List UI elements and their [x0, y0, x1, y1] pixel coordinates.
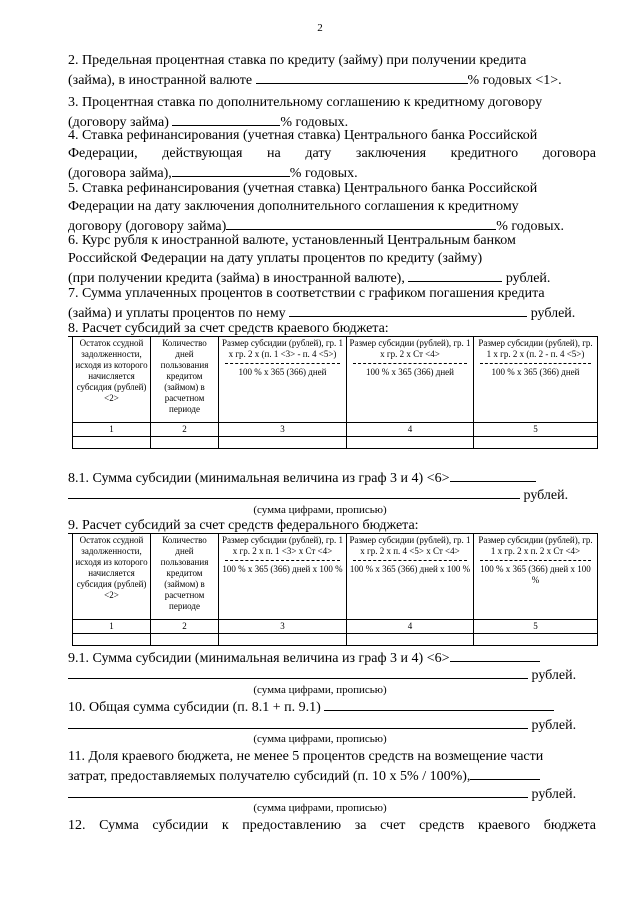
blank-field[interactable] [68, 665, 528, 679]
formula-numerator: Размер субсидии (рублей), гр. 1 х гр. 2 х (п. 1 <3> - п. 4 <5>) [221, 338, 344, 359]
federal-subsidy-table [72, 533, 598, 646]
blank-field[interactable] [68, 485, 520, 499]
col-header-subsidy-3 [219, 337, 347, 423]
col-header-subsidy-5 [474, 534, 598, 620]
item-10-unit: рублей. [531, 718, 577, 733]
item-7-unit: рублей. [530, 306, 576, 321]
item-7-line-1: 7. Сумма уплаченных процентов в соответствии с графиком погашения кредита [68, 286, 545, 301]
formula-denominator: 100 % х 365 (366) дней [491, 367, 580, 377]
table-header-row [73, 534, 598, 620]
item-11-line-2 [68, 766, 596, 786]
item-9-1-line-2 [68, 665, 596, 685]
formula-denominator: 100 % х 365 (366) дней х 100 % [349, 564, 471, 574]
item-12-line-1: 12. Сумма субсидии к предоставлению за счет средств краевого бюджета [68, 818, 596, 833]
formula-numerator: Размер субсидии (рублей), гр. 1 х гр. 2 х п. 1 <3> х Ст <4> [221, 535, 344, 556]
item-8-1-text: 8.1. Сумма субсидии (минимальная величина из граф 3 и 4) <6> [68, 471, 450, 486]
fraction-line [480, 363, 591, 364]
item-5 [68, 180, 596, 236]
blank-field[interactable] [450, 648, 540, 662]
blank-field[interactable] [68, 784, 528, 798]
item-10-text: 10. Общая сумма субсидии (п. 8.1 + п. 9.1) [68, 700, 321, 715]
table-cell[interactable] [347, 634, 474, 646]
column-number: 3 [219, 423, 347, 437]
formula-numerator: Размер субсидии (рублей), гр. 1 х гр. 2 х Ст <4> [349, 338, 471, 359]
item-4-line-2: Федерации, действующая на дату заключения кредитного договора [68, 146, 596, 161]
item-3-line-1: 3. Процентная ставка по дополнительному соглашению к кредитному договору [68, 95, 543, 110]
item-4 [68, 127, 596, 183]
table-cell[interactable] [347, 437, 474, 449]
column-number: 4 [347, 620, 474, 634]
formula-denominator: 100 % х 365 (366) дней х 100 % [222, 564, 343, 574]
formula-denominator: 100 % х 365 (366) дней [238, 367, 327, 377]
item-9-1-unit: рублей. [531, 668, 577, 683]
item-5-text: договору (договору займа) [68, 219, 227, 234]
blank-field[interactable] [408, 268, 502, 282]
blank-field[interactable] [68, 715, 528, 729]
fraction-line [225, 560, 340, 561]
item-2-line-1: 2. Предельная процентная ставка по кредиту (займу) при получении кредита [68, 53, 527, 68]
item-12 [68, 817, 596, 835]
col-header-subsidy-3 [219, 534, 347, 620]
item-2-unit: % годовых <1>. [467, 73, 562, 88]
blank-field[interactable] [470, 766, 540, 780]
item-7-text: (займа) и уплаты процентов по нему [68, 306, 286, 321]
formula-denominator: 100 % х 365 (366) дней [366, 367, 454, 377]
item-6-unit: рублей. [505, 271, 551, 286]
blank-field[interactable] [172, 163, 290, 177]
column-number: 1 [73, 423, 151, 437]
column-number: 2 [151, 620, 219, 634]
item-4-line-1: 4. Ставка рефинансирования (учетная ставка) Центрального банка Российской [68, 128, 538, 143]
formula-denominator: 100 % х 365 (366) дней х 100 % [480, 564, 591, 585]
item-4-unit: % годовых. [289, 166, 358, 181]
item-3-unit: % годовых. [280, 115, 349, 130]
item-6-line-1: 6. Курс рубля к иностранной валюте, установленный Центральным банком [68, 233, 516, 248]
item-9-1-caption: (сумма цифрами, прописью) [253, 684, 387, 696]
column-number: 3 [219, 620, 347, 634]
table-cell[interactable] [474, 437, 598, 449]
item-5-unit: % годовых. [496, 219, 565, 234]
item-7 [68, 285, 596, 323]
page-number: 2 [317, 22, 323, 34]
item-11-caption: (сумма цифрами, прописью) [253, 802, 387, 814]
table-row [73, 634, 598, 646]
item-6-line-2: Российской Федерации на дату уплаты процентов по кредиту (займу) [68, 251, 483, 266]
table-cell[interactable] [151, 634, 219, 646]
item-10-line-2 [68, 715, 596, 735]
col-header-subsidy-4 [347, 534, 474, 620]
item-11-unit: рублей. [531, 787, 577, 802]
fraction-line [353, 560, 467, 561]
item-6 [68, 232, 596, 288]
blank-field[interactable] [450, 468, 536, 482]
item-8-1-unit: рублей. [523, 488, 569, 503]
table-row [73, 437, 598, 449]
blank-field[interactable] [289, 303, 527, 317]
fraction-line [480, 560, 591, 561]
item-10-caption: (сумма цифрами, прописью) [253, 733, 387, 745]
item-5-line-2: Федерации на дату заключения дополнительного соглашения к кредитному [68, 199, 519, 214]
blank-field[interactable] [256, 70, 468, 84]
item-2-text: (займа), в иностранной валюте [68, 73, 253, 88]
column-number: 5 [474, 423, 598, 437]
item-3-text: (договору займа) [68, 115, 169, 130]
col-header-days: Количество дней пользования кредитом (займом) в расчетном периоде [151, 337, 219, 423]
formula-numerator: Размер субсидии (рублей), гр. 1 х гр. 2 х п. 2 х Ст <4> [478, 535, 593, 556]
item-5-line-1: 5. Ставка рефинансирования (учетная ставка) Центрального банка Российской [68, 181, 538, 196]
item-11 [68, 748, 596, 786]
item-6-text: (при получении кредита (займа) в иностранной валюте), [68, 271, 405, 286]
table-cell[interactable] [474, 634, 598, 646]
item-8-1-line-2 [68, 485, 596, 505]
table-cell[interactable] [73, 437, 151, 449]
item-11-line-1: 11. Доля краевого бюджета, не менее 5 процентов средств на возмещение части [68, 749, 544, 764]
table-cell[interactable] [219, 634, 347, 646]
formula-numerator: Размер субсидии (рублей), гр. 1 х гр. 2 х п. 4 <5> х Ст <4> [349, 535, 471, 556]
column-number-row [73, 423, 598, 437]
blank-field[interactable] [324, 697, 554, 711]
item-11-line-3 [68, 784, 596, 804]
fraction-line [353, 363, 467, 364]
table-cell[interactable] [219, 437, 347, 449]
column-number-row [73, 620, 598, 634]
blank-field[interactable] [226, 216, 496, 230]
item-9-1-text: 9.1. Сумма субсидии (минимальная величина из граф 3 и 4) <6> [68, 651, 450, 666]
column-number: 1 [73, 620, 151, 634]
item-11-text: затрат, предоставляемых получателю субсидий (п. 10 х 5% / 100%), [68, 769, 471, 784]
section-8-title-text: 8. Расчет субсидий за счет средств краевого бюджета: [68, 321, 389, 336]
item-4-text: (договора займа), [68, 166, 172, 181]
column-number: 2 [151, 423, 219, 437]
blank-field[interactable] [172, 112, 280, 126]
item-8-1-caption: (сумма цифрами, прописью) [253, 504, 387, 516]
item-2-line-2 [68, 70, 596, 90]
table-cell[interactable] [151, 437, 219, 449]
col-header-loan-balance: Остаток ссудной задолженности, исходя из которого начисляется субсидия (рублей) <2> [73, 337, 151, 423]
table-cell[interactable] [73, 634, 151, 646]
column-number: 5 [474, 620, 598, 634]
col-header-days: Количество дней пользования кредитом (займом) в расчетном периоде [151, 534, 219, 620]
column-number: 4 [347, 423, 474, 437]
section-9-title-text: 9. Расчет субсидий за счет средств федерального бюджета: [68, 518, 419, 533]
table-header-row [73, 337, 598, 423]
col-header-subsidy-4 [347, 337, 474, 423]
item-10-line-1 [68, 697, 596, 717]
col-header-subsidy-5 [474, 337, 598, 423]
formula-numerator: Размер субсидии (рублей), гр. 1 х гр. 2 х (п. 2 - п. 4 <5>) [478, 338, 593, 359]
col-header-loan-balance: Остаток ссудной задолженности, исходя из которого начисляется субсидия (рублей) <2> [73, 534, 151, 620]
regional-subsidy-table [72, 336, 598, 449]
item-2 [68, 52, 596, 90]
fraction-line [225, 363, 340, 364]
